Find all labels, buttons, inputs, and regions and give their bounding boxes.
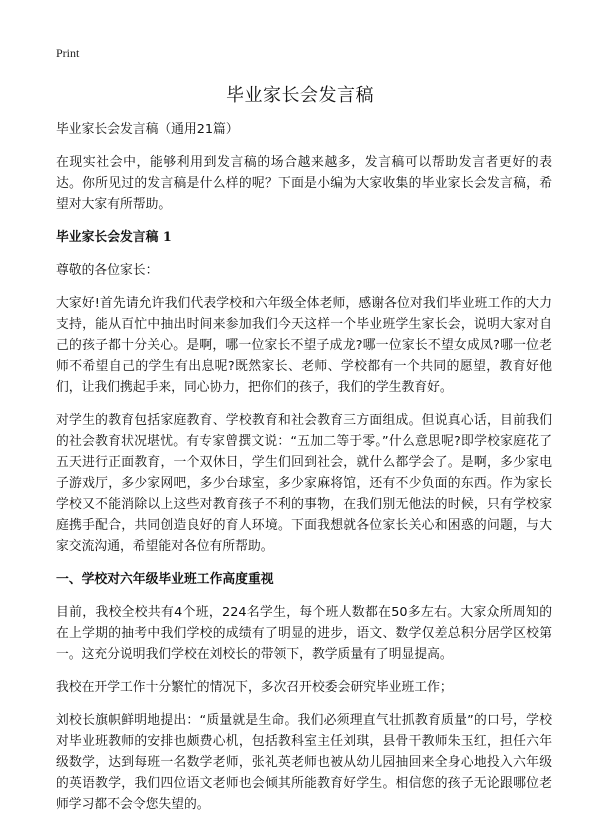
- body-paragraph-3: 目前，我校全校共有4个班，224名学生，每个班人数都在50多左右。大家众所周知的在上学期的抽考中我们学校的成绩有了明显的进步，语文、数学仅差总积分居学区校第一。这充分说明我们学校在刘校长的带领下，教学质量有了明显提高。: [56, 605, 552, 662]
- page-title: 毕业家长会发言稿: [226, 85, 374, 106]
- body-paragraph-1: 大家好!首先请允许我们代表学校和六年级全体老师，感谢各位对我们毕业班工作的大力支持，能从百忙中抽出时间来参加我们今天这样一个毕业班学生家长会，说明大家对自己的孩子都十分关心。是啊，哪一位家长不望子成龙?哪一位家长不望女成凤?哪一位老师不希望自己的学生有出息呢?既然家长、老师、学校都有一个共同的愿望，教育好他们，让我们携起手来，同心协力，把你们的孩子，我们的学生教育好。: [56, 296, 552, 395]
- document-subtitle: 毕业家长会发言稿（通用21篇）: [56, 122, 239, 137]
- body-paragraph-5: 刘校长旗帜鲜明地提出：“质量就是生命。我们必须理直气壮抓教育质量”的口号，学校对毕业班教师的安排也颇费心机，包括教科室主任刘琪，县骨干教师朱玉红，担任六年级数学，达到每班一名数学老师，张礼英老师也被从幼儿园抽回来全身心地投入六年级的英语教学，我们四位语文老师也会倾其所能教育好学生。相信您的孩子无论跟哪位老师学习都不会令您失望的。: [56, 713, 552, 812]
- body-paragraph-2: 对学生的教育包括家庭教育、学校教育和社会教育三方面组成。但说真心话，目前我们的社会教育状况堪忧。有专家曾撰文说：“五加二等于零。”什么意思呢?即学校家庭花了五天进行正面教育，一个双休日，学生们回到社会，就什么都学会了。是啊，多少家电子游戏厅，多少家网吧，多少台球室，多少家麻将馆，还有不少负面的东西。作为家长学校又不能消除以上这些对教育孩子不利的事物，在我们别无他法的时候，只有学校家庭携手配合，共同创造良好的育人环境。下面我想就各位家长关心和困惑的问题，与大家交流沟通，希望能对各位有所帮助。: [56, 413, 552, 554]
- body-paragraph-4: 我校在开学工作十分繁忙的情况下，多次召开校委会研究毕业班工作；: [56, 680, 453, 695]
- print-label: Print: [56, 46, 80, 60]
- intro-paragraph: 在现实社会中，能够利用到发言稿的场合越来越多，发言稿可以帮助发言者更好的表达。你所见过的发言稿是什么样的呢？下面是小编为大家收集的毕业家长会发言稿，希望对大家有所帮助。: [56, 155, 552, 212]
- document-body: [56, 119, 552, 827]
- section-heading-1: 毕业家长会发言稿 1: [56, 230, 172, 245]
- section-heading-2: 一、学校对六年级毕业班工作高度重视: [56, 572, 274, 587]
- greeting-paragraph: 尊敬的各位家长：: [56, 263, 159, 278]
